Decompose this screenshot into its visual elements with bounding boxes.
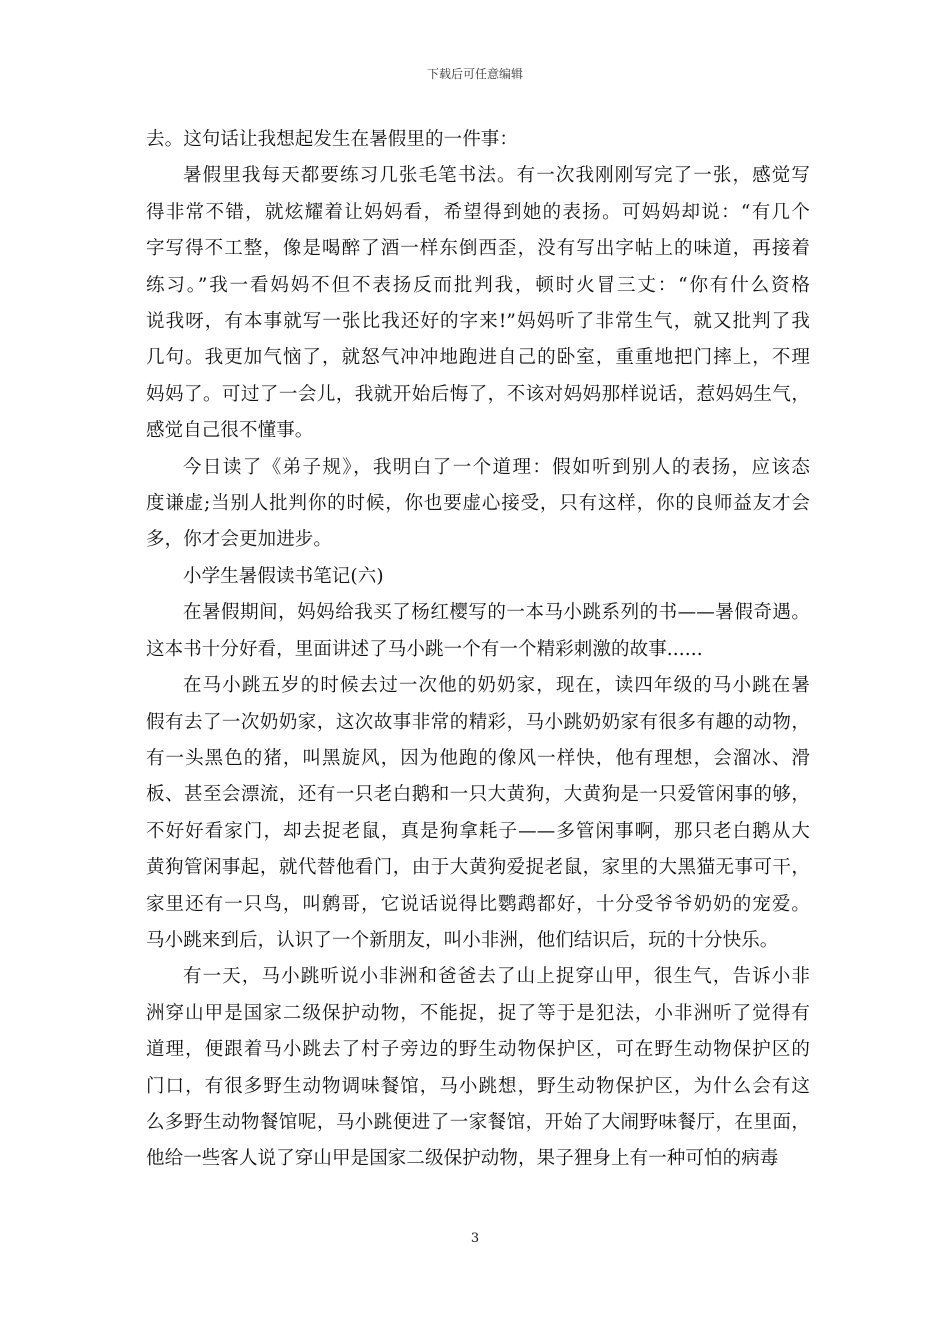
text-line: 洲穿山甲是国家二级保护动物，不能捉，捉了等于是犯法，小非洲听了觉得有 [146,1002,810,1024]
paragraph [146,158,810,449]
text-line: 妈妈了。可过了一会儿，我就开始后悔了，不该对妈妈那样说话，惹妈妈生气， [146,383,810,405]
text-line: 在暑假期间，妈妈给我买了杨红樱写的一本马小跳系列的书——暑假奇遇。 [183,602,810,624]
text-line: 今日读了《弟子规》，我明白了一个道理：假如听到别人的表扬，应该态 [183,456,810,478]
text-line: 在马小跳五岁的时候去过一次他的奶奶家，现在，读四年级的马小跳在暑 [183,675,810,697]
text-line: 暑假里我每天都要练习几张毛笔书法。有一次我刚刚写完了一张，感觉写 [183,165,810,187]
text-line: 黄狗管闲事起，就代替他看门，由于大黄狗爱捉老鼠，家里的大黑猫无事可干， [146,857,810,879]
text-line: 马小跳来到后，认识了一个新朋友，叫小非洲，他们结识后，玩的十分快乐。 [146,929,779,951]
paragraph [146,595,810,668]
text-line: 这本书十分好看，里面讲述了马小跳一个有一个精彩刺激的故事...... [146,638,703,660]
text-line: 得非常不错，就炫耀着让妈妈看，希望得到她的表扬。可妈妈却说：“有几个 [146,201,810,223]
text-line: 多，你才会更加进步。 [146,529,333,551]
text-line: 小学生暑假读书笔记(六) [183,565,384,587]
text-line: 假有去了一次奶奶家，这次故事非常的精彩，马小跳奶奶家有很多有趣的动物， [146,711,810,733]
text-line: 么多野生动物餐馆呢，马小跳便进了一家餐馆，开始了大闹野味餐厅，在里面， [146,1111,810,1133]
text-line: 练习。”我一看妈妈不但不表扬反而批判我，顿时火冒三丈：“你有什么资格 [146,274,810,296]
paragraph [146,959,810,1177]
text-line: 家里还有一只鸟，叫鹩哥，它说话说得比鹦鹉都好，十分受爷爷奶奶的宠爱。 [146,893,810,915]
text-line: 有一头黑色的猪，叫黑旋风，因为他跑的像风一样快，他有理想，会溜冰、滑 [146,747,810,769]
text-line: 感觉自己很不懂事。 [146,420,314,442]
text-line: 字写得不工整，像是喝醉了酒一样东倒西歪，没有写出字帖上的味道，再接着 [146,238,810,260]
paragraph [146,122,810,158]
page-header: 下载后可任意编辑 [426,67,523,81]
paragraph [146,559,810,595]
text-line: 他给一些客人说了穿山甲是国家二级保护动物，果子狸身上有一种可怕的病毒 [146,1148,779,1170]
text-line: 有一天，马小跳听说小非洲和爸爸去了山上捉穿山甲，很生气，告诉小非 [183,966,810,988]
paragraph [146,668,810,959]
text-line: 度谦虚;当别人批判你的时候，你也要虚心接受，只有这样，你的良师益友才会 [146,493,810,515]
text-line: 板、甚至会漂流，还有一只老白鹅和一只大黄狗，大黄狗是一只爱管闲事的够， [146,784,810,806]
text-line: 说我呀，有本事就写一张比我还好的字来!”妈妈听了非常生气，就又批判了我 [146,311,810,333]
text-line: 门口，有很多野生动物调味餐馆，马小跳想，野生动物保护区，为什么会有这 [146,1075,810,1097]
text-line: 不好好看家门，却去捉老鼠，真是狗拿耗子——多管闲事啊，那只老白鹅从大 [146,820,810,842]
paragraph [146,450,810,559]
text-line: 道理，便跟着马小跳去了村子旁边的野生动物保护区，可在野生动物保护区的 [146,1039,810,1061]
text-line: 几句。我更加气恼了，就怒气冲冲地跑进自己的卧室，重重地把门摔上，不理 [146,347,810,369]
page-number: 3 [470,1231,480,1246]
text-line: 去。这句话让我想起发生在暑假里的一件事： [146,129,519,150]
document-body [146,122,810,1178]
